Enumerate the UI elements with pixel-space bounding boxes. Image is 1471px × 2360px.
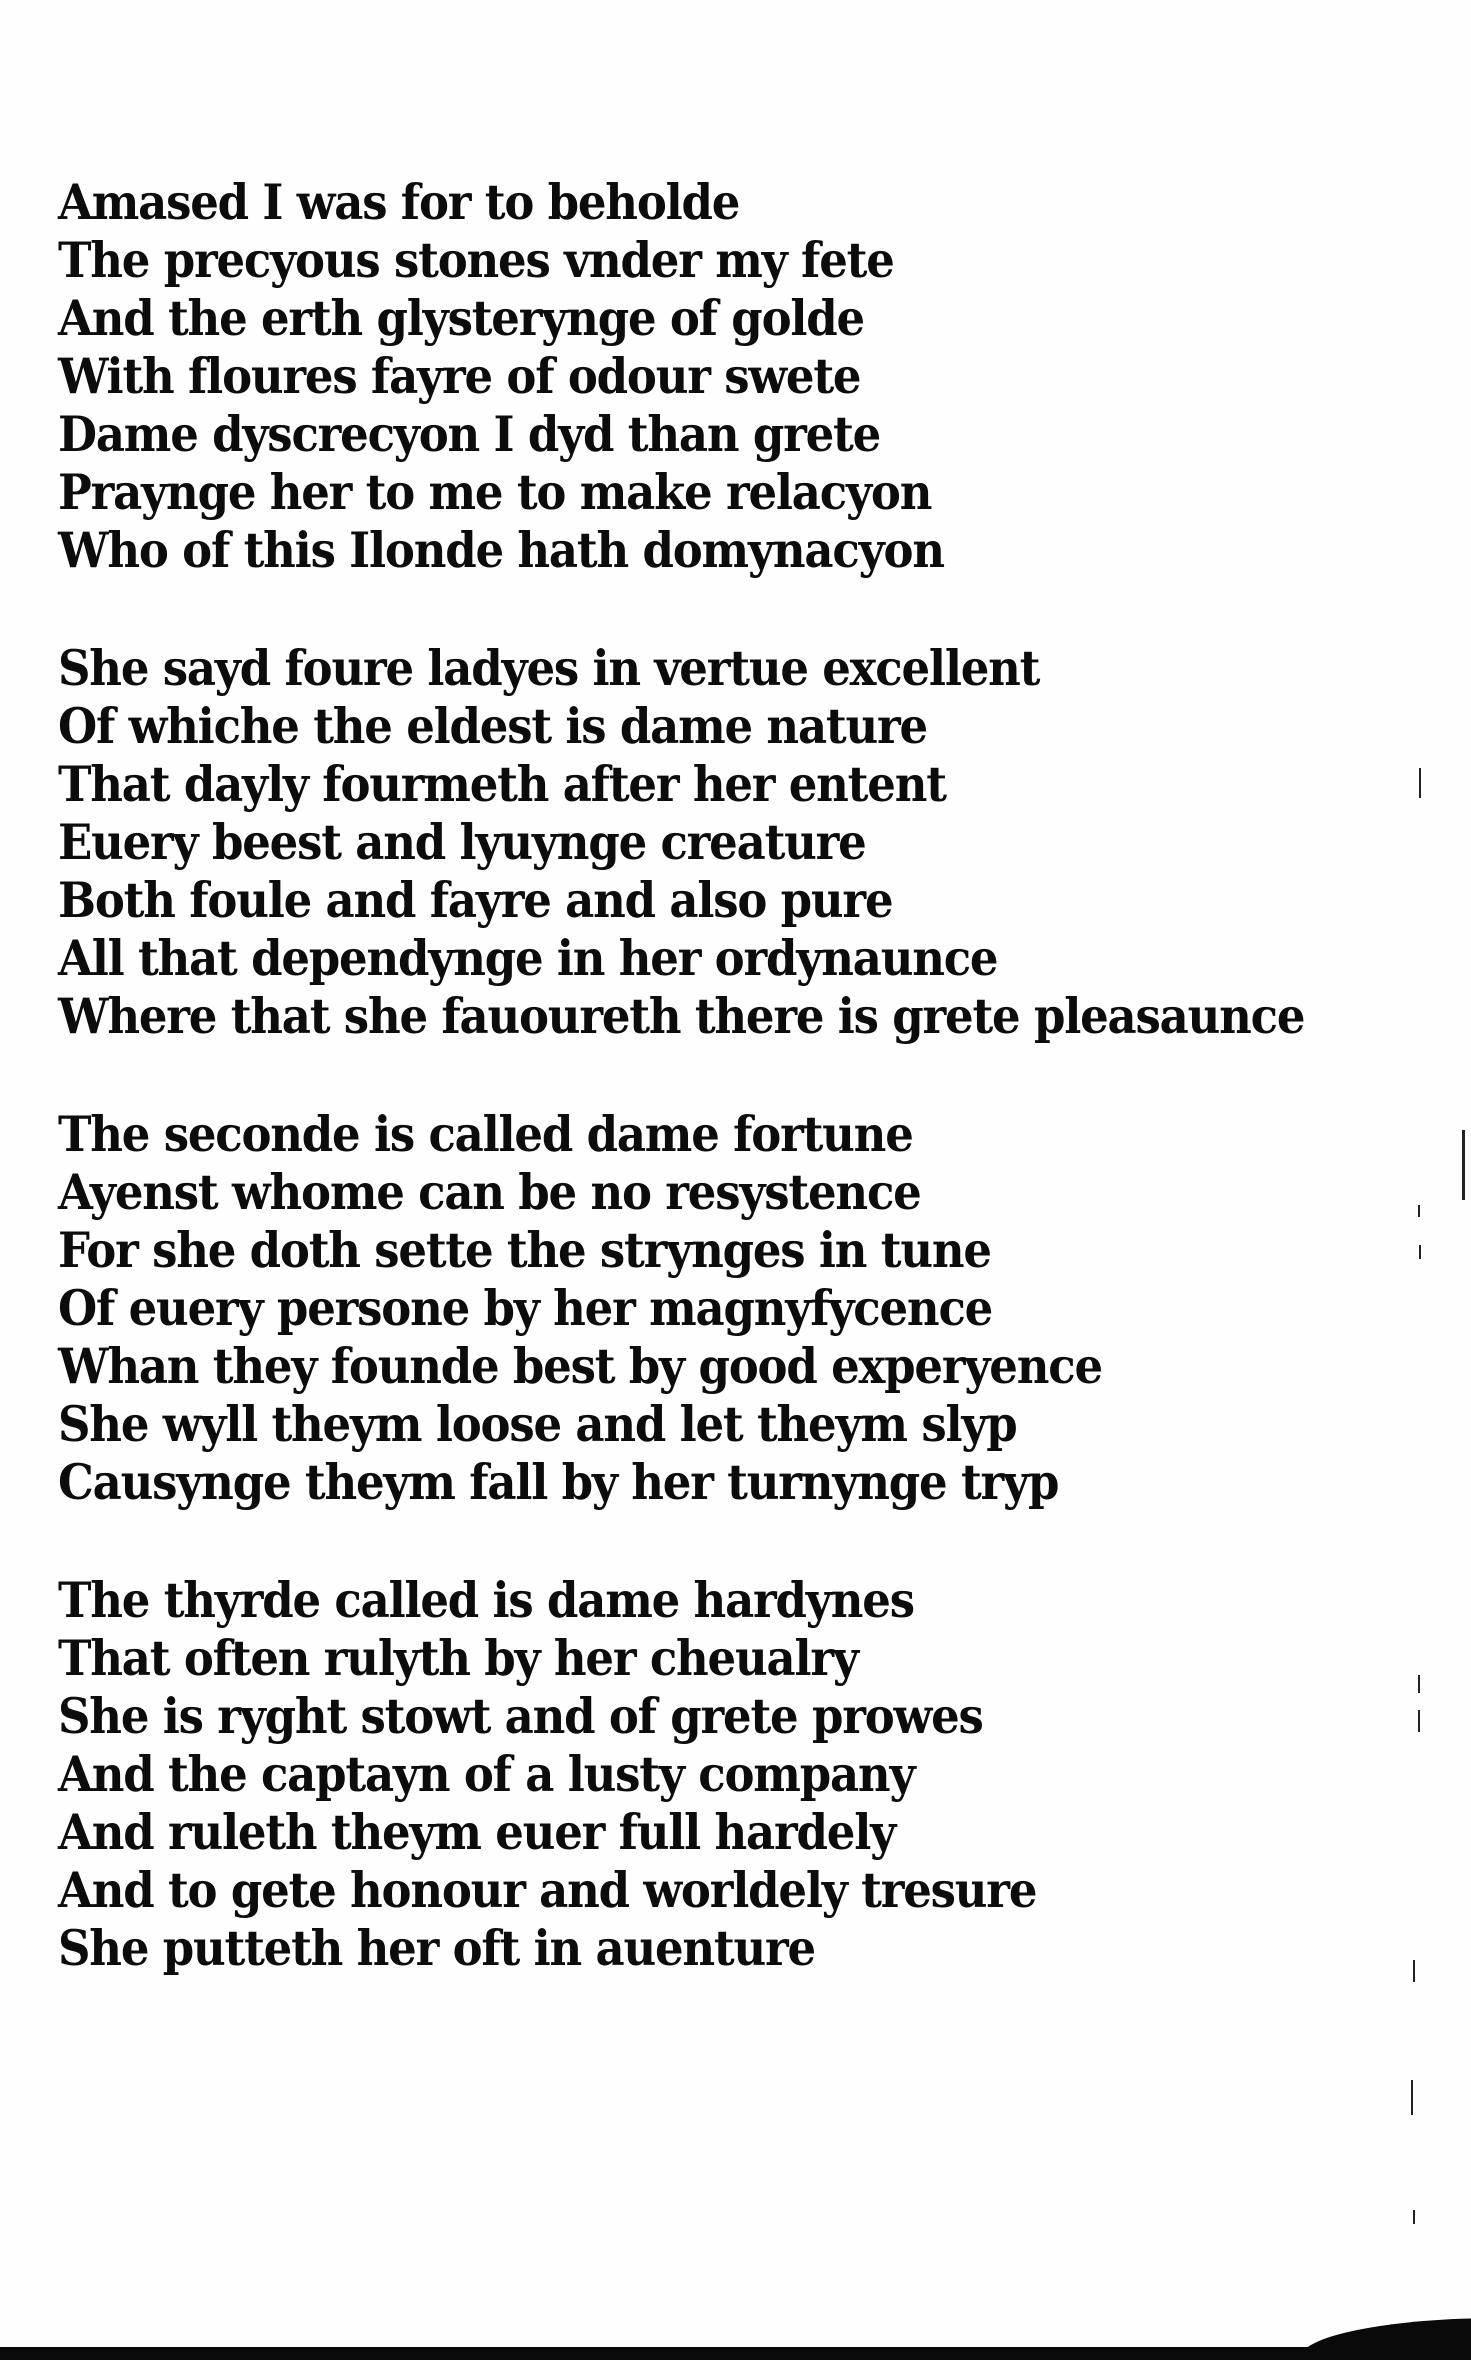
poem-line: The thyrde called is dame hardynes [58,1571,914,1630]
poem-line: And to gete honour and worldely tresure [58,1861,1037,1920]
poem-line: Euery beest and lyuynge creature [58,813,866,872]
poem-line: She is ryght stowt and of grete prowes [58,1687,983,1746]
margin-speck [1418,1205,1420,1217]
page-bottom-edge [0,2347,1471,2360]
poem-line: Ayenst whome can be no resystence [58,1163,921,1222]
poem-line: The seconde is called dame fortune [58,1105,913,1164]
poem-line: Amased I was for to beholde [58,173,740,232]
margin-speck [1413,2210,1415,2224]
poem-line: She sayd foure ladyes in vertue excellent [58,639,1040,698]
poem-line: Both foule and fayre and also pure [58,871,893,930]
poem-line: That often rulyth by her cheualry [58,1629,858,1688]
margin-speck [1418,1710,1420,1732]
stanza-3 [58,1106,1208,1512]
margin-speck [1418,1675,1420,1693]
stanza-1 [58,174,1208,580]
poem-line: Causynge theym fall by her turnynge tryp [58,1453,1059,1512]
margin-speck [1411,2080,1413,2115]
poem-line: All that dependynge in her ordynaunce [58,929,998,988]
stanza-4 [58,1572,1208,1978]
poem-line: For she doth sette the strynges in tune [58,1221,991,1280]
poem-line: And the erth glysterynge of golde [58,289,864,348]
poem-line: Of euery persone by her magnyfycence [58,1279,993,1338]
poem-line: Praynge her to me to make relacyon [58,463,932,522]
poem-line: That dayly fourmeth after her entent [58,755,946,814]
margin-speck [1413,1960,1415,1982]
poem-line: She putteth her oft in auenture [58,1919,815,1978]
poem-line: Where that she fauoureth there is grete pleasaunce [58,987,1305,1046]
margin-speck [1462,1130,1465,1200]
margin-speck [1419,1245,1421,1259]
poem-line: And the captayn of a lusty company [58,1745,915,1804]
poem-line: Who of this Ilonde hath domynacyon [58,521,944,580]
poem-line: The precyous stones vnder my fete [58,231,894,290]
poem-line: She wyll theym loose and let theym slyp [58,1395,1017,1454]
poem-line: And ruleth theym euer full hardely [58,1803,896,1862]
stanza-2 [58,639,1305,1046]
poem-line: Dame dyscrecyon I dyd than grete [58,405,881,464]
poem-line: Of whiche the eldest is dame nature [58,697,927,756]
poem-line: With floures fayre of odour swete [58,347,861,406]
poem-text [58,173,1305,2038]
margin-speck [1419,768,1421,798]
poem-line: Whan they founde best by good experyence [58,1337,1102,1396]
